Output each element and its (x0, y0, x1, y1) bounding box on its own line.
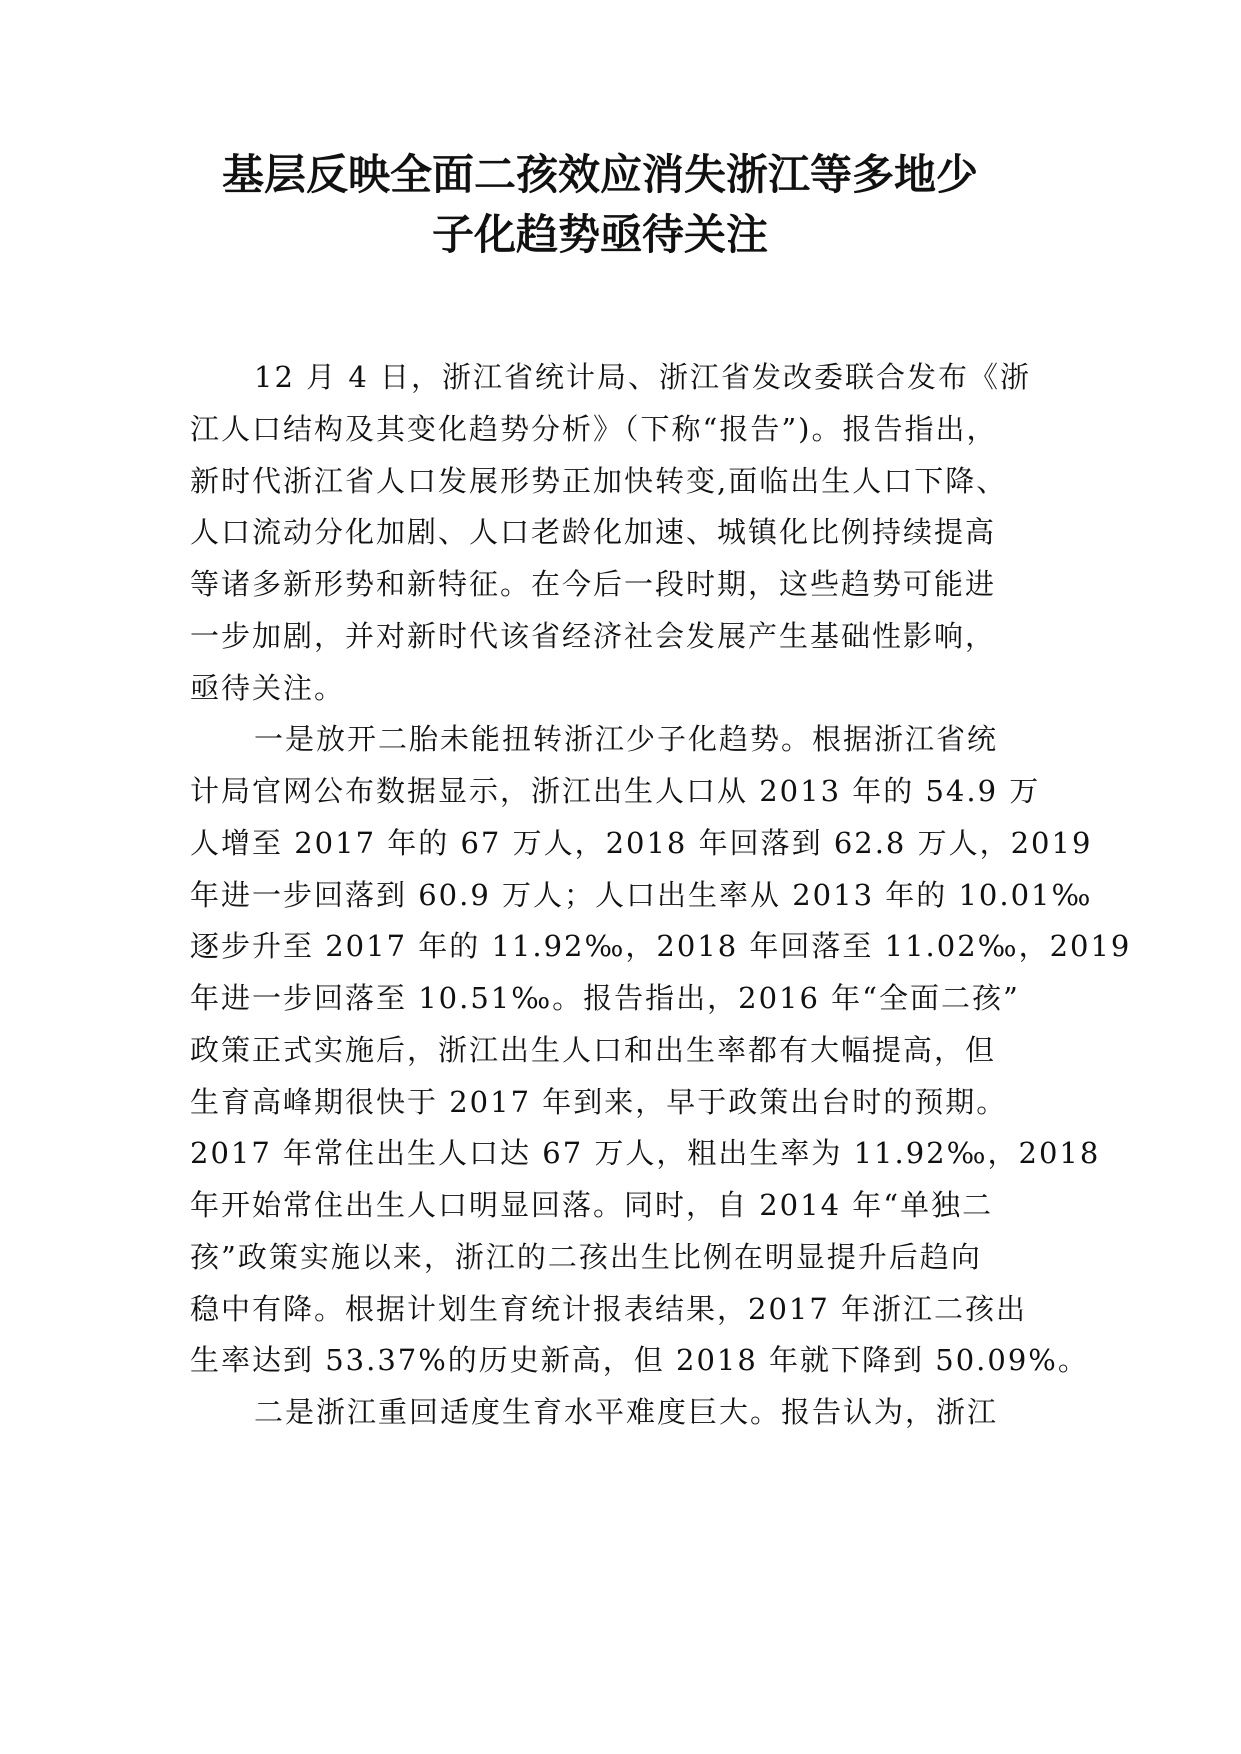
paragraph-2-line-11: 孩”政策实施以来，浙江的二孩出生比例在明显提升后趋向 (190, 1239, 982, 1274)
title-line-1: 基层反映全面二孩效应消失浙江等多地少 (221, 150, 978, 199)
paragraph-2-line-4: 年进一步回落到 60.9 万人；人口出生率从 2013 年的 10.01‰ (190, 877, 1093, 912)
paragraph-2-line-2: 计局官网公布数据显示，浙江出生人口从 2013 年的 54.9 万 (190, 774, 1041, 808)
paragraph-1-line-6: 一步加剧，并对新时代该省经济社会发展产生基础性影响， (190, 618, 997, 653)
paragraph-2-line-8: 生育高峰期很快于 2017 年到来，早于政策出台时的预期。 (190, 1084, 1008, 1119)
document-title (150, 145, 1050, 265)
paragraph-2-line-5: 逐步升至 2017 年的 11.92‰，2018 年回落至 11.02‰，2019 (190, 929, 1132, 964)
paragraph-1-line-2: 江人口结构及其变化趋势分析》（下称“报告”)。报告指出， (190, 411, 998, 446)
document-body (190, 352, 1132, 1439)
paragraph-2-line-6: 年进一步回落至 10.51‰。报告指出，2016 年“全面二孩” (190, 981, 1020, 1015)
paragraph-3-line-1: 二是浙江重回适度生育水平难度巨大。报告认为，浙江 (254, 1395, 999, 1429)
paragraph-2-line-7: 政策正式实施后，浙江出生人口和出生率都有大幅提高，但 (190, 1032, 997, 1067)
paragraph-2-line-10: 年开始常住出生人口明显回落。同时，自 2014 年“单独二 (190, 1188, 994, 1222)
paragraph-1-line-1: 12 月 4 日，浙江省统计局、浙江省发改委联合发布《浙 (254, 360, 1032, 394)
paragraph-2-line-12: 稳中有降。根据计划生育统计报表结果，2017 年浙江二孩出 (190, 1291, 1028, 1326)
paragraph-1-line-7: 亟待关注。 (190, 670, 346, 705)
paragraph-1-line-4: 人口流动分化加剧、人口老龄化加速、城镇化比例持续提高 (190, 515, 997, 550)
paragraph-1-line-5: 等诸多新形势和新特征。在今后一段时期，这些趋势可能进 (190, 567, 997, 601)
paragraph-2-line-9: 2017 年常住出生人口达 67 万人，粗出生率为 11.92‰，2018 (190, 1136, 1101, 1171)
title-line-2: 子化趋势亟待关注 (431, 210, 768, 259)
paragraph-1-line-3: 新时代浙江省人口发展形势正加快转变,面临出生人口下降、 (190, 463, 1008, 498)
paragraph-2-line-13: 生率达到 53.37%的历史新高，但 2018 年就下降到 50.09%。 (190, 1343, 1089, 1378)
paragraph-2-line-3: 人增至 2017 年的 67 万人，2018 年回落到 62.8 万人，2019 (190, 825, 1093, 860)
paragraph-2-line-1: 一是放开二胎未能扭转浙江少子化趋势。根据浙江省统 (254, 722, 999, 757)
